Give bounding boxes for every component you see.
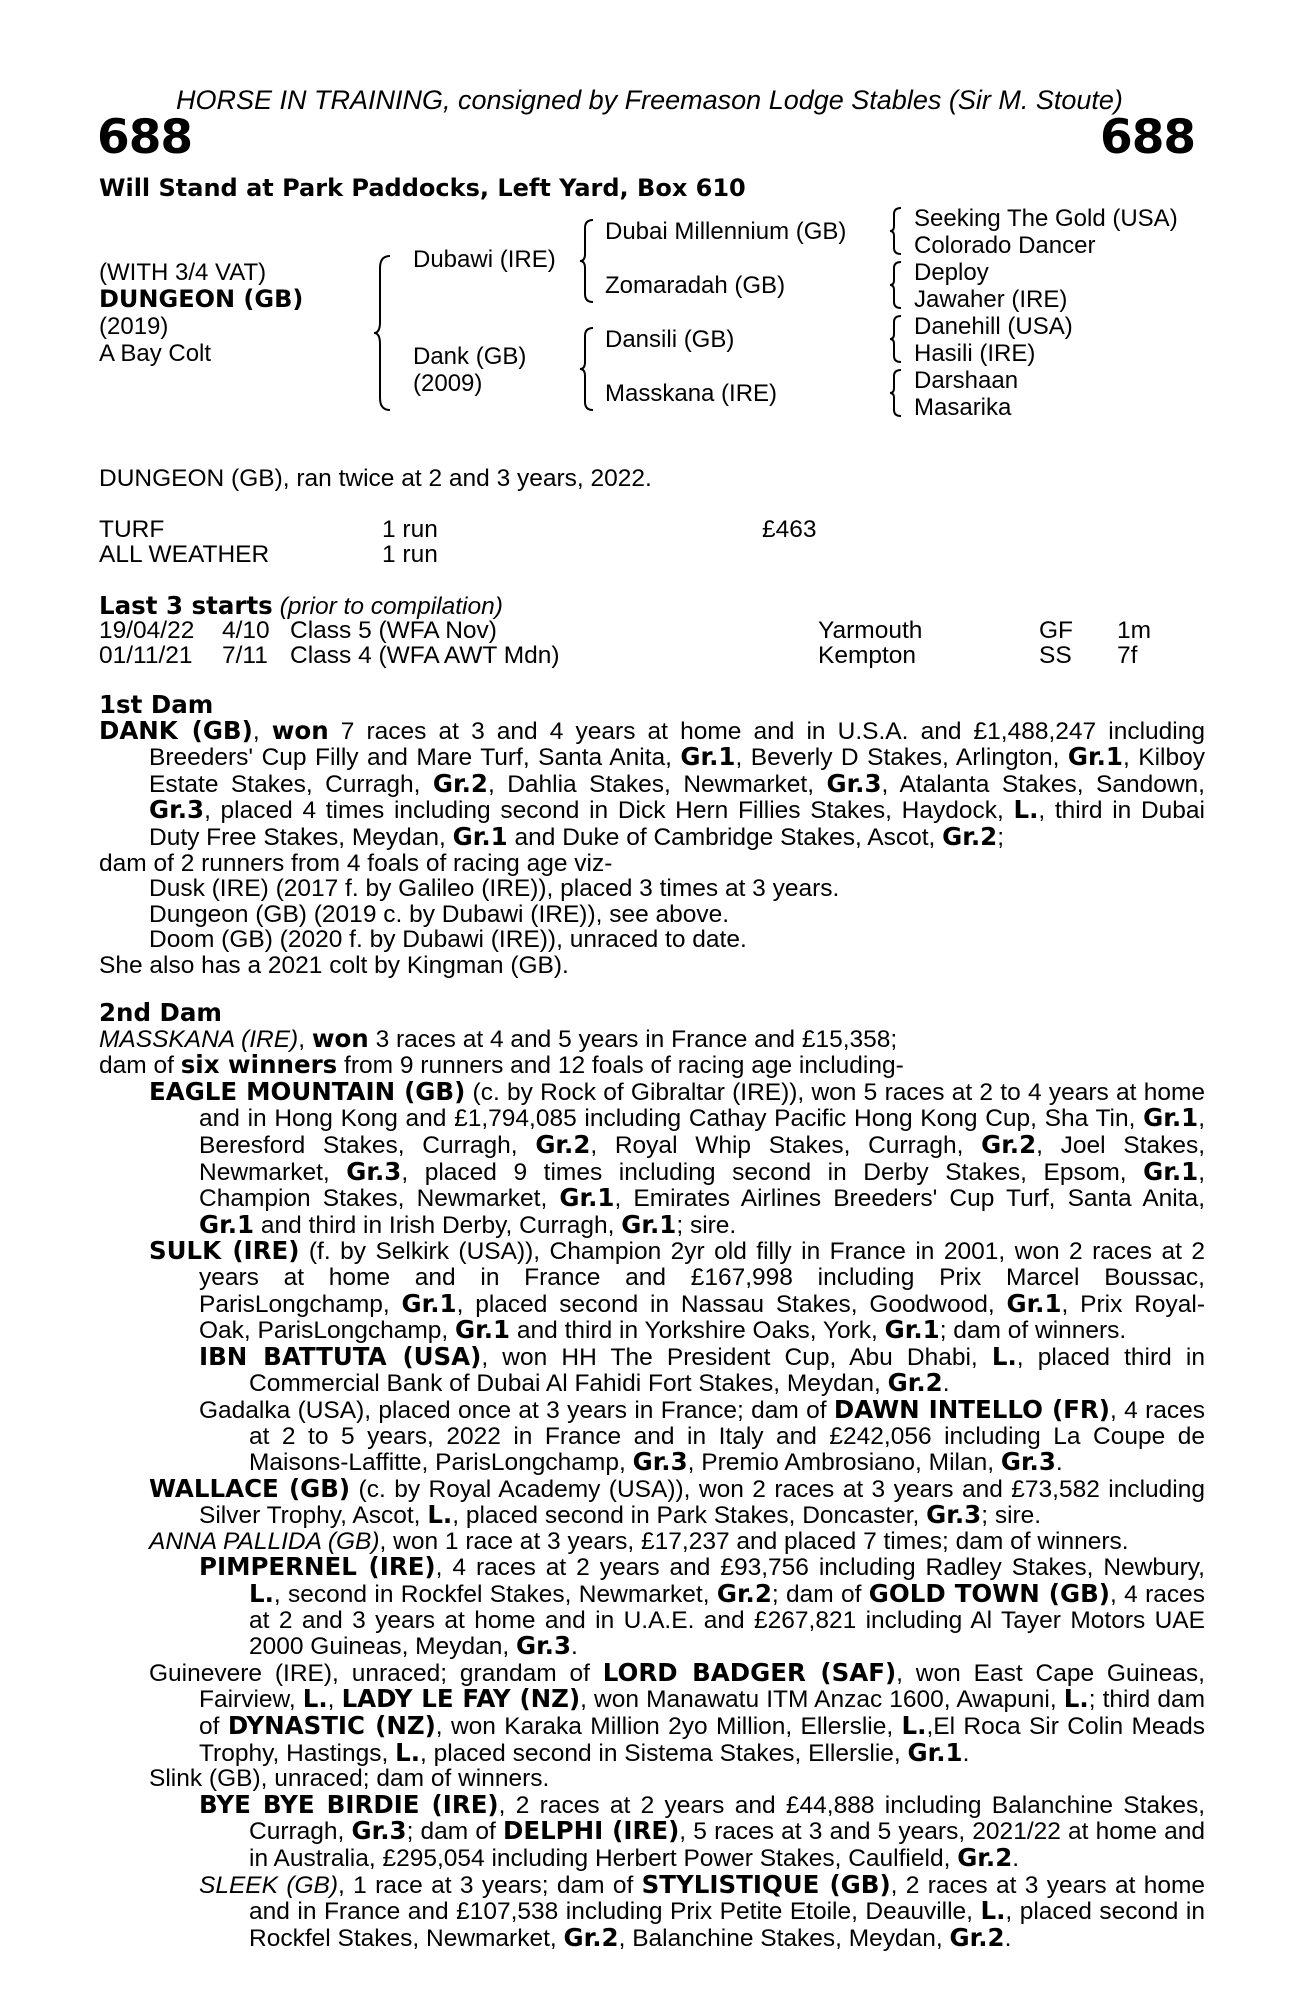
produce-entry: Gadalka (USA), placed once at 3 years in France; dam of DAWN INTELLO (FR), 4 races at 2 to 5 years, 2022 in France and in Italy and £242,056 including La Coupe de Maisons-Laffitte, ParisLongchamp, Gr.3, Premio Ambrosiano, Milan, Gr.3. — [199, 1394, 1205, 1477]
race-summary: DUNGEON (GB), ran twice at 2 and 3 years, 2022. — [99, 465, 652, 492]
start-position: 7/11 — [222, 642, 268, 669]
start-going: GF — [1039, 617, 1074, 644]
start-position: 4/10 — [222, 617, 270, 644]
second-dam-won: won — [311, 1023, 369, 1053]
horse-description: A Bay Colt — [99, 340, 212, 367]
grade-label: Gr.2 — [942, 821, 998, 851]
first-dam-produce-summary: dam of 2 runners from 4 foals of racing age viz- — [99, 849, 613, 877]
start-date: 19/04/22 — [99, 617, 195, 644]
text-run: , placed 4 times including second in Dick Hern Fillies Stakes, Haydock, — [204, 797, 1014, 825]
pedigree-brace-main — [372, 254, 394, 412]
start-race: Class 5 (WFA Nov) — [290, 617, 497, 644]
lot-number-right: 688 — [1100, 110, 1196, 165]
ggp-6: Hasili (IRE) — [914, 340, 1036, 367]
text-run: and Duke of Cambridge Stakes, Ascot, — [507, 823, 943, 851]
start-going: SS — [1039, 642, 1072, 669]
text-run: , Kilboy Estate Stakes, Curragh, — [149, 744, 1205, 798]
pedigree-brace-sire — [578, 218, 596, 304]
ggp-8: Masarika — [914, 394, 1012, 421]
produce-entry: SLEEK (GB), 1 race at 3 years; dam of STYLISTIQUE (GB), 2 races at 3 years at home and in France and £107,538 including Prix Petite Etoile, Deauville, L., placed second in Rockfel Stakes, Newmarket, Gr.2, Balanchine Stakes, Meydan, Gr.2. — [199, 1869, 1206, 1952]
foaling-year: (2019) — [99, 313, 169, 340]
progeny-item: Dungeon (GB) (2019 c. by Dubawi (IRE)), see above. — [149, 900, 730, 928]
winners-count: six winners — [180, 1050, 338, 1080]
ggp-7: Darshaan — [914, 367, 1019, 394]
produce-entry: PIMPERNEL (IRE), 4 races at 2 years and £93,756 including Radley Stakes, Newbury, L., second in Rockfel Stakes, Newmarket, Gr.2; dam of GOLD TOWN (GB), 4 races at 2 and 3 years at home and in U.A.E. and £267,821 including Al Tayer Motors UAE 2000 Guineas, Meydan, Gr.3. — [199, 1552, 1205, 1661]
sire-sire: Dubai Millennium (GB) — [605, 218, 847, 245]
produce-entry: IBN BATTUTA (USA), won HH The President Cup, Abu Dhabi, L., placed third in Commercial Bank of Dubai Al Fahidi Fort Stakes, Meydan, Gr.2. — [199, 1341, 1205, 1398]
text-run: , third in Dubai Duty Free Stakes, Meydan, — [149, 797, 1205, 851]
second-dam-produce-summary — [99, 1052, 1205, 1079]
start-distance: 1m — [1117, 617, 1152, 644]
ggp-5: Danehill (USA) — [914, 313, 1073, 340]
first-dam-won: won — [271, 715, 329, 745]
grade-label: Gr.1 — [1067, 742, 1123, 772]
grade-label: Gr.2 — [432, 768, 488, 798]
ggp-1: Seeking The Gold (USA) — [914, 205, 1178, 232]
text-run: , Beverly D Stakes, Arlington, — [735, 744, 1068, 772]
horse-name: DUNGEON (GB) — [99, 285, 304, 313]
start-date: 01/11/21 — [99, 642, 193, 669]
stand-location: Will Stand at Park Paddocks, Left Yard, Box 610 — [99, 174, 746, 202]
aw-runs: 1 run — [382, 541, 438, 568]
grade-label: Gr.1 — [452, 821, 508, 851]
dam-sire: Dansili (GB) — [605, 326, 735, 353]
grade-label: Gr.3 — [826, 768, 882, 798]
dam-dam: Masskana (IRE) — [605, 380, 778, 407]
turf-runs: 1 run — [382, 516, 438, 543]
ggp-brace-1 — [888, 206, 904, 256]
first-dam-section — [99, 692, 1205, 979]
second-dam-section — [99, 1000, 1205, 1951]
aw-label: ALL WEATHER — [99, 541, 270, 568]
lot-number-left: 688 — [97, 110, 193, 165]
consignment-header: HORSE IN TRAINING, consigned by Freemason Lodge Stables (Sir M. Stoute) — [176, 85, 1123, 115]
text-run: from 9 runners and 12 foals of racing age including- — [337, 1052, 904, 1080]
progeny-item: Doom (GB) (2020 f. by Dubawi (IRE)), unraced to date. — [149, 926, 747, 954]
produce-entry: Guinevere (IRE), unraced; grandam of LORD BADGER (SAF), won East Cape Guineas, Fairview, L., LADY LE FAY (NZ), won Manawatu ITM Anzac 1600, Awapuni, L.; third dam of DYNASTIC (NZ), won Karaka Million 2yo Million, Ellerslie, L.,El Roca Sir Colin Meads Trophy, Hastings, L., placed second in Sistema Stakes, Ellerslie, Gr.1. — [149, 1657, 1206, 1767]
turf-earnings: £463 — [762, 516, 817, 543]
text-run: , Atalanta Stakes, Sandown, — [881, 770, 1205, 798]
dam-year: (2009) — [413, 370, 483, 397]
ggp-brace-3 — [888, 314, 904, 364]
dam: Dank (GB) — [413, 343, 527, 370]
produce-entry: Slink (GB), unraced; dam of winners. — [149, 1765, 550, 1793]
start-course: Yarmouth — [818, 617, 923, 644]
sire: Dubawi (IRE) — [413, 246, 556, 273]
second-dam-name: MASSKANA (IRE) — [99, 1025, 299, 1053]
start-distance: 7f — [1117, 642, 1138, 669]
ggp-2: Colorado Dancer — [914, 232, 1096, 259]
text-run: ; — [997, 823, 1005, 851]
ggp-4: Jawaher (IRE) — [914, 286, 1068, 313]
grade-label: Gr.3 — [149, 795, 205, 825]
turf-label: TURF — [99, 516, 165, 543]
second-dam-won-text: 3 races at 4 and 5 years in France and £15,358; — [368, 1025, 898, 1053]
produce-entry: WALLACE (GB) (c. by Royal Academy (USA)), won 2 races at 3 years and £73,582 including Silver Trophy, Ascot, L., placed second in Park Stakes, Doncaster, Gr.3; sire. — [149, 1473, 1205, 1530]
ggp-brace-2 — [888, 260, 904, 310]
first-dam-also: She also has a 2021 colt by Kingman (GB). — [99, 951, 569, 979]
grade-label: L. — [1013, 795, 1039, 825]
first-dam-record: DANK (GB), won 7 races at 3 and 4 years at home and in U.S.A. and £1,488,247 including Breeders' Cup Filly and Mare Turf, Santa Anita, Gr.1, Beverly D Stakes, Arlington, Gr.1, Kilboy Estate Stakes, Curragh, Gr.2, Dahlia Stakes, Newmarket, Gr.3, Atalanta Stakes, Sandown, Gr.3, placed 4 times including second in Dick Hern Fillies Stakes, Haydock, L., third in Dubai Duty Free Stakes, Meydan, Gr.1 and Duke of Cambridge Stakes, Ascot, Gr.2; — [99, 715, 1205, 851]
sire-dam: Zomaradah (GB) — [605, 272, 786, 299]
first-dam-name: DANK (GB) — [99, 715, 253, 745]
start-race: Class 4 (WFA AWT Mdn) — [290, 642, 560, 669]
text-run: , Dahlia Stakes, Newmarket, — [487, 770, 827, 798]
produce-entry: EAGLE MOUNTAIN (GB) (c. by Rock of Gibraltar (IRE)), won 5 races at 2 to 4 years at home and in Hong Kong and £1,794,085 including Cathay Pacific Hong Kong Cup, Sha Tin, Gr.1, Beresford Stakes, Curragh, Gr.2, Royal Whip Stakes, Curragh, Gr.2, Joel Stakes, Newmarket, Gr.3, placed 9 times including second in Derby Stakes, Epsom, Gr.1, Champion Stakes, Newmarket, Gr.1, Emirates Airlines Breeders' Cup Turf, Santa Anita, Gr.1 and third in Irish Derby, Curragh, Gr.1; sire. — [149, 1076, 1206, 1239]
pedigree-brace-dam — [578, 326, 596, 412]
first-dam-heading: 1st Dam — [99, 690, 214, 719]
second-dam-heading: 2nd Dam — [99, 998, 222, 1027]
vat-note: (WITH 3/4 VAT) — [99, 259, 267, 286]
text-run: dam of — [99, 1052, 181, 1080]
last-starts-note: (prior to compilation) — [279, 593, 503, 620]
grade-label: Gr.1 — [680, 742, 736, 772]
produce-entry: ANNA PALLIDA (GB), won 1 race at 3 years, £17,237 and placed 7 times; dam of winners. — [149, 1527, 1129, 1555]
ggp-3: Deploy — [914, 259, 989, 286]
start-course: Kempton — [818, 642, 917, 669]
second-dam-record: MASSKANA (IRE), won 3 races at 4 and 5 years in France and £15,358; — [99, 1023, 898, 1053]
ggp-brace-4 — [888, 368, 904, 418]
progeny-item: Dusk (IRE) (2017 f. by Galileo (IRE)), placed 3 times at 3 years. — [149, 875, 840, 903]
produce-entry: BYE BYE BIRDIE (IRE), 2 races at 2 years and £44,888 including Balanchine Stakes, Curragh, Gr.3; dam of DELPHI (IRE), 5 races at 3 and 5 years, 2021/22 at home and in Australia, £295,054 including Herbert Power Stakes, Caulfield, Gr.2. — [199, 1789, 1205, 1872]
text-run: 7 races at 3 and 4 years at home and in U.S.A. and £1,488,247 including Breeders' Cup Filly and Mare Turf, Santa Anita, — [149, 717, 1205, 772]
produce-entry: SULK (IRE) (f. by Selkirk (USA)), Champion 2yr old filly in France in 2001, won 2 races at 2 years at home and in France and £167,998 including Prix Marcel Boussac, ParisLongchamp, Gr.1, placed second in Nassau Stakes, Goodwood, Gr.1, Prix Royal-Oak, ParisLongchamp, Gr.1 and third in Yorkshire Oaks, York, Gr.1; dam of winners. — [149, 1236, 1206, 1345]
last-starts-title: Last 3 starts — [99, 591, 273, 620]
